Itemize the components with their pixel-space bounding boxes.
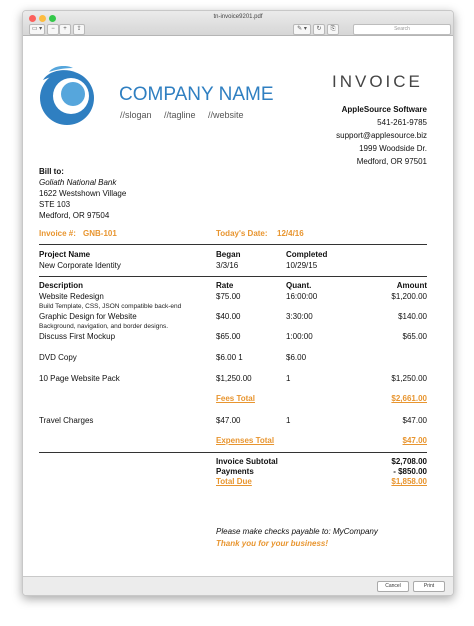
item-description: DVD Copy <box>39 353 77 362</box>
bill-to-name: Goliath National Bank <box>39 178 117 187</box>
item-rate: $6.00 1 <box>216 353 243 362</box>
item-quantity: 1:00:00 <box>286 332 313 341</box>
item-subdescription: Background, navigation, and border designs. <box>39 323 169 330</box>
fees-total-value: $2,661.00 <box>391 394 427 403</box>
amount-header: Amount <box>396 281 427 290</box>
item-subdescription: Build Template, CSS, JSON compatible back-end <box>39 303 182 310</box>
seller-name: AppleSource Software <box>341 105 427 114</box>
seller-city: Medford, OR 97501 <box>356 157 427 166</box>
expense-description: Travel Charges <box>39 416 94 425</box>
print-button[interactable]: Print <box>413 581 445 592</box>
window-title: tn-invoice9201.pdf <box>213 14 263 20</box>
zoom-out-button[interactable]: − <box>47 24 59 35</box>
began-header: Began <box>216 250 241 259</box>
expenses-total-value: $47.00 <box>402 436 427 445</box>
pdf-page <box>23 36 453 576</box>
zoom-in-button[interactable]: + <box>59 24 71 35</box>
invoice-number: GNB-101 <box>83 229 117 238</box>
item-amount: $140.00 <box>398 312 427 321</box>
item-quantity: $6.00 <box>286 353 307 362</box>
sidebar-toggle-button[interactable]: ▭ ▾ <box>29 24 45 35</box>
divider <box>39 244 427 245</box>
item-description: Graphic Design for Website <box>39 312 137 321</box>
quantity-header: Quant. <box>286 281 312 290</box>
item-description: 10 Page Website Pack <box>39 374 120 383</box>
bill-to-addr2: STE 103 <box>39 200 71 209</box>
subtotal-value: $2,708.00 <box>391 457 427 466</box>
company-tagline: //slogan //tagline //website <box>120 110 244 120</box>
rotate-button[interactable]: ↻ <box>313 24 325 35</box>
payments-value: - $850.00 <box>393 467 427 476</box>
seller-email: support@applesource.biz <box>336 131 427 140</box>
item-quantity: 1 <box>286 374 291 383</box>
payments-label: Payments <box>216 467 254 476</box>
seller-street: 1999 Woodside Dr. <box>359 144 427 153</box>
expense-rate: $47.00 <box>216 416 241 425</box>
search-input[interactable]: Search <box>353 24 451 35</box>
company-logo-icon <box>35 66 99 126</box>
expenses-total-label: Expenses Total <box>216 436 275 445</box>
item-description: Discuss First Mockup <box>39 332 116 341</box>
item-rate: $1,250.00 <box>216 374 252 383</box>
item-rate: $75.00 <box>216 292 241 301</box>
seller-phone: 541-261-9785 <box>377 118 427 127</box>
expense-quantity: 1 <box>286 416 291 425</box>
completed-header: Completed <box>286 250 328 259</box>
project-name: New Corporate Identity <box>39 261 121 270</box>
item-quantity: 3:30:00 <box>286 312 313 321</box>
markup-button[interactable]: ✎ ▾ <box>293 24 311 35</box>
item-description: Website Redesign <box>39 292 104 301</box>
item-amount: $1,200.00 <box>391 292 427 301</box>
item-amount: $1,250.00 <box>391 374 427 383</box>
bill-to-addr1: 1622 Westshown Village <box>39 189 127 198</box>
project-began: 3/3/16 <box>216 261 239 270</box>
invoice-number-label: Invoice #: <box>39 229 76 238</box>
total-due-value: $1,858.00 <box>391 477 427 486</box>
invoice-title: INVOICE <box>332 72 423 91</box>
item-rate: $65.00 <box>216 332 241 341</box>
project-name-header: Project Name <box>39 250 91 259</box>
share-button[interactable]: ⇪ <box>73 24 85 35</box>
item-rate: $40.00 <box>216 312 241 321</box>
divider <box>39 452 427 453</box>
fees-total-label: Fees Total <box>216 394 255 403</box>
date-label: Today's Date: <box>216 229 268 238</box>
date-value: 12/4/16 <box>277 229 304 238</box>
thanks-note: Thank you for your business! <box>216 539 329 548</box>
checks-note: Please make checks payable to: MyCompany <box>216 527 378 536</box>
annotate-button[interactable]: ⎘ <box>327 24 339 35</box>
expense-amount: $47.00 <box>402 416 427 425</box>
cancel-button[interactable]: Cancel <box>377 581 409 592</box>
project-completed: 10/29/15 <box>286 261 318 270</box>
bill-to-label: Bill to: <box>39 167 64 176</box>
divider <box>39 276 427 277</box>
description-header: Description <box>39 281 84 290</box>
print-footer <box>23 576 453 595</box>
preview-window <box>22 10 454 596</box>
rate-header: Rate <box>216 281 234 290</box>
title-bar <box>23 11 453 36</box>
bill-to-addr3: Medford, OR 97504 <box>39 211 110 220</box>
item-amount: $65.00 <box>402 332 427 341</box>
total-due-label: Total Due <box>216 477 252 486</box>
company-name: COMPANY NAME <box>119 84 274 105</box>
subtotal-label: Invoice Subtotal <box>216 457 278 466</box>
item-quantity: 16:00:00 <box>286 292 318 301</box>
